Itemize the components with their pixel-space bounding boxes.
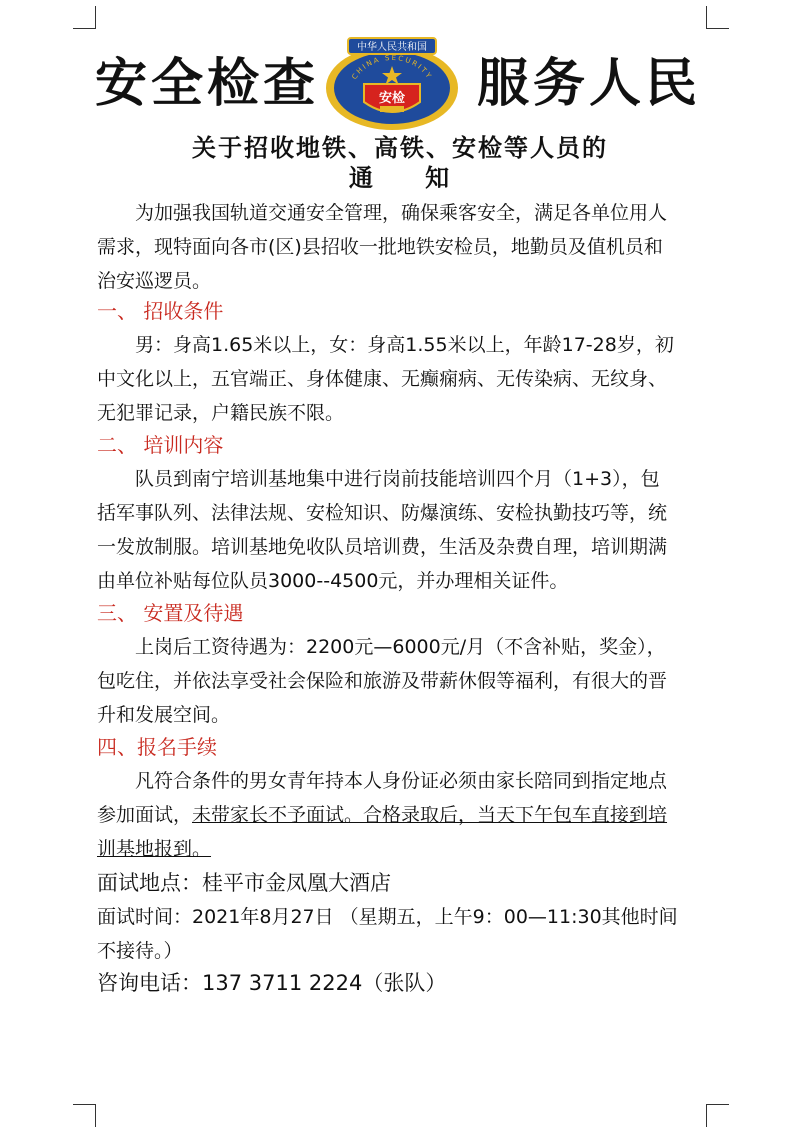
banner bbox=[0, 42, 800, 122]
security-emblem-icon bbox=[322, 36, 462, 132]
section-training-body bbox=[97, 462, 709, 598]
body-line: 队员到南宁培训基地集中进行岗前技能培训四个月（1+3），包 bbox=[135, 468, 660, 490]
section-heading-registration: 四、报名手续 bbox=[97, 735, 217, 759]
emblem-center-text: 安检 bbox=[378, 91, 406, 106]
body-line: 一发放制服。培训基地免收队员培训费，生活及杂费自理，培训期满 bbox=[97, 536, 668, 558]
body-line: 升和发展空间。 bbox=[97, 704, 231, 726]
section-requirements-body bbox=[97, 328, 709, 430]
section-registration-body bbox=[97, 764, 709, 866]
banner-right-text: 服务人民 bbox=[477, 54, 702, 114]
section-heading-training: 二、 培训内容 bbox=[97, 433, 224, 457]
interview-time bbox=[97, 900, 717, 968]
intro-line-3: 治安巡逻员。 bbox=[97, 270, 212, 292]
underlined-text: 未带家长不予面试。合格录取后，当天下午包车直接到培 bbox=[192, 804, 668, 826]
body-line: 无犯罪记录，户籍民族不限。 bbox=[97, 402, 345, 424]
notice-title-line-2: 通 知 bbox=[348, 164, 452, 192]
intro-line-2: 需求，现特面向各市(区)县招收一批地铁安检员，地勤员及值机员和 bbox=[97, 236, 663, 258]
section-heading-benefits: 三、 安置及待遇 bbox=[97, 601, 244, 625]
body-line: 上岗后工资待遇为：2200元—6000元/月（不含补贴，奖金）， bbox=[135, 636, 666, 658]
body-line: 凡符合条件的男女青年持本人身份证必须由家长陪同到指定地点 bbox=[135, 770, 668, 792]
body-line: 包吃住，并依法享受社会保险和旅游及带薪休假等福利，有很大的晋 bbox=[97, 670, 668, 692]
notice-title-line-1: 关于招收地铁、高铁、安检等人员的 bbox=[192, 134, 608, 162]
intro-line-1: 为加强我国轨道交通安全管理，确保乘客安全，满足各单位用人 bbox=[135, 202, 668, 224]
emblem-arc-text: CHINA SECURITY bbox=[350, 53, 434, 81]
body-line bbox=[97, 798, 709, 832]
body-line: 男：身高1.65米以上，女：身高1.55米以上，年龄17-28岁，初 bbox=[135, 334, 674, 356]
interview-location: 面试地点：桂平市金凤凰大酒店 bbox=[97, 871, 391, 895]
body-line: 括军事队列、法律法规、安检知识、防爆演练、安检执勤技巧等，统 bbox=[97, 502, 668, 524]
intro-paragraph bbox=[97, 196, 709, 298]
crop-mark-top-left bbox=[73, 6, 96, 29]
body-line: 中文化以上，五官端正、身体健康、无癫痫病、无传染病、无纹身、 bbox=[97, 368, 668, 390]
interview-time-line-2: 不接待。） bbox=[97, 940, 183, 962]
crop-mark-bottom-right bbox=[706, 1104, 729, 1127]
section-heading-requirements: 一、 招收条件 bbox=[97, 299, 224, 323]
interview-time-line-1: 面试时间：2021年8月27日 （星期五，上午9：00—11:30其他时间 bbox=[97, 906, 678, 928]
section-benefits-body bbox=[97, 630, 709, 732]
contact-phone: 咨询电话：137 3711 2224（张队） bbox=[97, 971, 447, 995]
body-line: 由单位补贴每位队员3000--4500元，并办理相关证件。 bbox=[97, 570, 569, 592]
underlined-body-line: 训基地报到。 bbox=[97, 838, 212, 860]
crop-mark-top-right bbox=[706, 6, 729, 29]
crop-mark-bottom-left bbox=[73, 1104, 96, 1127]
body-text: 参加面试， bbox=[97, 804, 193, 826]
emblem-top-text: 中华人民共和国 bbox=[357, 42, 427, 53]
banner-left-text: 安全检查 bbox=[95, 54, 320, 114]
